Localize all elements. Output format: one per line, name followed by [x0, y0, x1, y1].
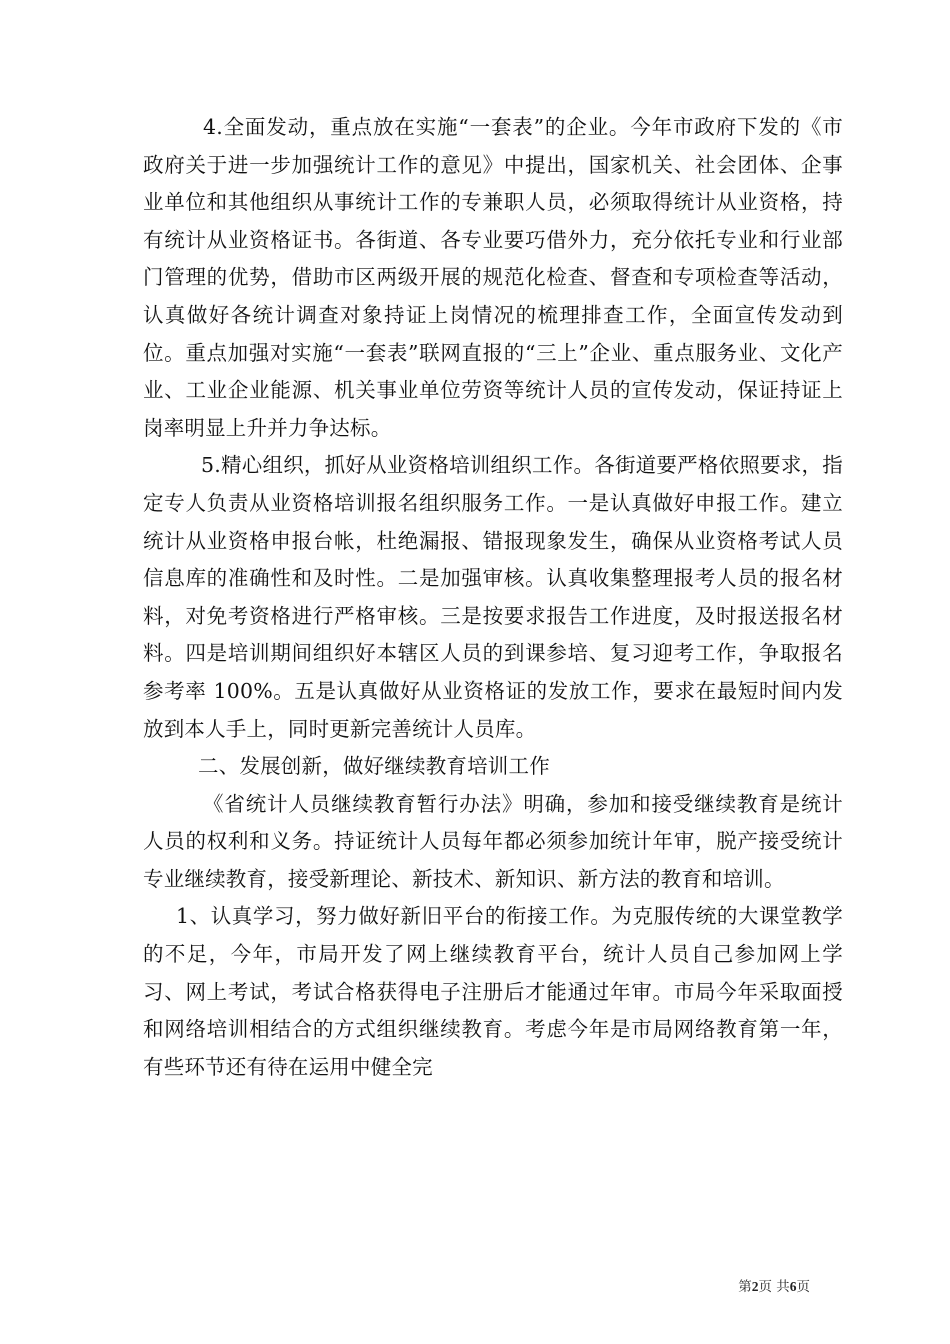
total-pages-number: 6 — [789, 1279, 797, 1294]
paragraph-mobilization: 4.全面发动，重点放在实施“一套表”的企业。今年市政府下发的《市政府关于进一步加强统计工作的意见》中提出，国家机关、社会团体、企事业单位和其他组织从事统计工作的专兼职人员，必须取得统计从业资格，持有统计从业资格证书。各街道、各专业要巧借外力，充分依托专业和行业部门管理的优势，借助市区两级开展的规范化检查、督查和专项检查等活动，认真做好各统计调查对象持证上岗情况的梳理排查工作，全面宣传发动到位。重点加强对实施“一套表”联网直报的“三上”企业、重点服务业、文化产业、工业企业能源、机关事业单位劳资等统计人员的宣传发动，保证持证上岗率明显上升并力争达标。 — [143, 115, 843, 440]
document-body — [143, 109, 843, 1086]
footer-prefix: 第 — [738, 1279, 752, 1295]
footer-suffix: 页 — [796, 1279, 810, 1295]
footer-middle: 页 共 — [758, 1279, 790, 1295]
paragraph-training-organization: 5.精心组织，抓好从业资格培训组织工作。各街道要严格依照要求，指定专人负责从业资格培训报名组织服务工作。一是认真做好申报工作。建立统计从业资格申报台帐，杜绝漏报、错报现象发生，确保从业资格考试人员信息库的准确性和及时性。二是加强审核。认真收集整理报考人员的报名材料，对免考资格进行严格审核。三是按要求报告工作进度，及时报送报名材料。四是培训期间组织好本辖区人员的到课参培、复习迎考工作，争取报名参考率 100%。五是认真做好从业资格证的发放工作，要求在最短时间内发放到本人手上，同时更新完善统计人员库。 — [143, 453, 843, 741]
section-heading-continuing-education: 二、发展创新，做好继续教育培训工作 — [198, 754, 550, 779]
page-number-footer — [738, 1278, 810, 1296]
paragraph-platform-transition: 1、认真学习，努力做好新旧平台的衔接工作。为克服传统的大课堂教学的不足，今年，市局开发了网上继续教育平台，统计人员自己参加网上学习、网上考试，考试合格获得电子注册后才能通过年审。市局今年采取面授和网络培训相结合的方式组织继续教育。考虑今年是市局网络教育第一年，有些环节还有待在运用中健全完 — [143, 904, 843, 1079]
current-page-number: 2 — [751, 1279, 759, 1294]
paragraph-provincial-measures: 《省统计人员继续教育暂行办法》明确，参加和接受继续教育是统计人员的权利和义务。持证统计人员每年都必须参加统计年审，脱产接受统计专业继续教育，接受新理论、新技术、新知识、新方法的教育和培训。 — [143, 791, 843, 891]
